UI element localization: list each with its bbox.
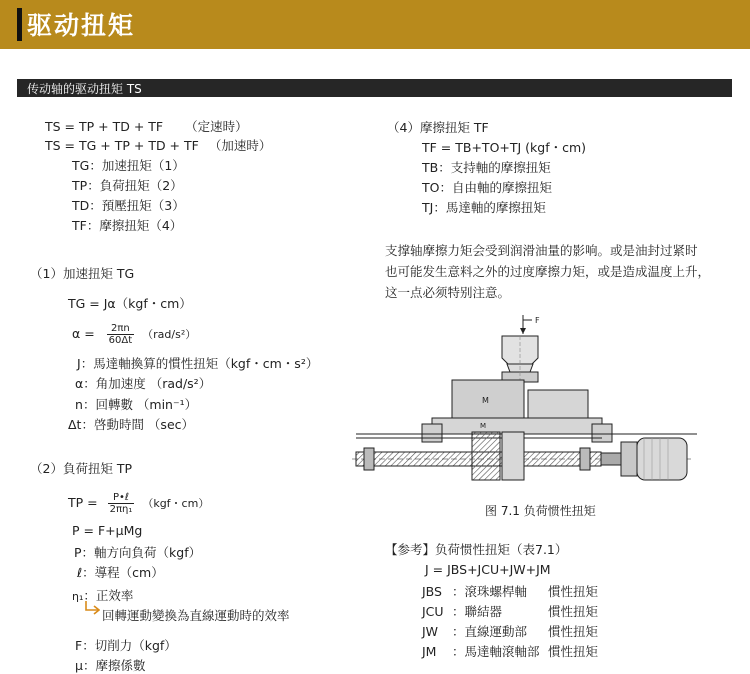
- subsection-load-torque: （2）負荷扭矩 TP: [30, 461, 133, 476]
- definition-tb: TB：支持軸的摩擦扭矩: [422, 160, 551, 175]
- definition-f: F：切削力（kgf）: [75, 638, 177, 653]
- definition-p: P：軸方向負荷（kgf）: [74, 545, 202, 560]
- definition-delta-t: Δt：啓動時間 （sec）: [68, 417, 195, 432]
- definition-tg: TG：加速扭矩（1）: [72, 158, 185, 173]
- subsection-friction-torque: （4）摩擦扭矩 TF: [387, 120, 489, 135]
- note-paragraph-line-3: 这一点必须特别注意。: [385, 285, 511, 300]
- definition-eta: η₁：正效率: [72, 588, 134, 603]
- definition-alpha: α：角加速度 （rad/s²）: [75, 376, 212, 391]
- equation-p: P = F+μMg: [72, 523, 143, 538]
- title-accent-bar: [17, 8, 22, 41]
- definition-tf: TF：摩擦扭矩（4）: [72, 218, 183, 233]
- definition-n: n：回轉數 （min⁻¹）: [75, 397, 198, 412]
- reference-row-jw: JW ：直線運動部 慣性扭矩: [422, 624, 599, 639]
- force-label: F: [535, 316, 540, 325]
- reference-equation: J = JBS+JCU+JW+JM: [425, 562, 551, 577]
- orange-arrow-icon: [84, 601, 100, 615]
- definition-to: TO：自由軸的摩擦扭矩: [422, 180, 552, 195]
- load-inertia-diagram: [352, 312, 697, 487]
- efficiency-explanation: 回轉運動變換為直線運動時的效率: [102, 608, 290, 623]
- definition-lead: ℓ：導程（cm）: [77, 565, 164, 580]
- definition-tj: TJ：馬達軸的摩擦扭矩: [422, 200, 546, 215]
- page-title: 驱动扭矩: [27, 11, 136, 40]
- reference-row-jm: JM ：馬達軸滾軸部 慣性扭矩: [422, 644, 599, 659]
- equation-acceleration: TS = TG + TP + TD + TF （加速時）: [45, 138, 272, 153]
- equation-alpha: α = $\frac{2\pi n}{60\Delta t}$ （rad/s²）: [72, 323, 197, 346]
- alpha-fraction: $\frac{2\pi n}{60\Delta t}$: [108, 323, 133, 346]
- note-paragraph-line-1: 支撑轴摩擦力矩会受到润滑油量的影响。或是油封过紧时: [385, 243, 698, 258]
- note-paragraph-line-2: 也可能发生意料之外的过度摩擦力矩，或是造成温度上升，: [385, 264, 711, 279]
- subsection-acceleration-torque: （1）加速扭矩 TG: [30, 266, 135, 281]
- reference-row-jcu: JCU ：聯結器 慣性扭矩: [422, 604, 599, 619]
- reference-row-jbs: JBS ：滾珠螺桿軸 慣性扭矩: [422, 584, 599, 599]
- mass-label-upper: M: [482, 396, 489, 405]
- section-title: 传动轴的驱动扭矩 TS: [27, 82, 142, 96]
- definition-tp: TP：負荷扭矩（2）: [72, 178, 183, 193]
- definition-td: TD：預壓扭矩（3）: [72, 198, 185, 213]
- equation-tp: TP = $\frac{\text{P•ℓ}}{\text{2πη₁}}$ （kgf・cm）: [68, 492, 210, 515]
- figure-caption: 图 7.1 负荷惯性扭矩: [485, 504, 596, 518]
- definition-j: J：馬達軸換算的慣性扭矩（kgf・cm・s²）: [77, 356, 319, 371]
- equation-tf: TF = TB+TO+TJ (kgf・cm): [422, 140, 587, 155]
- equation-tg: TG = Jα（kgf・cm）: [68, 296, 192, 311]
- definition-mu: μ：摩擦係數: [75, 658, 146, 673]
- equation-constant-speed: TS = TP + TD + TF （定速時）: [45, 119, 248, 134]
- reference-title: 【参考】负荷惯性扭矩（表7.1）: [385, 542, 568, 557]
- tp-fraction: $\frac{\text{P•ℓ}}{\text{2πη₁}}$: [109, 492, 133, 515]
- mass-label-lower: M: [480, 422, 487, 430]
